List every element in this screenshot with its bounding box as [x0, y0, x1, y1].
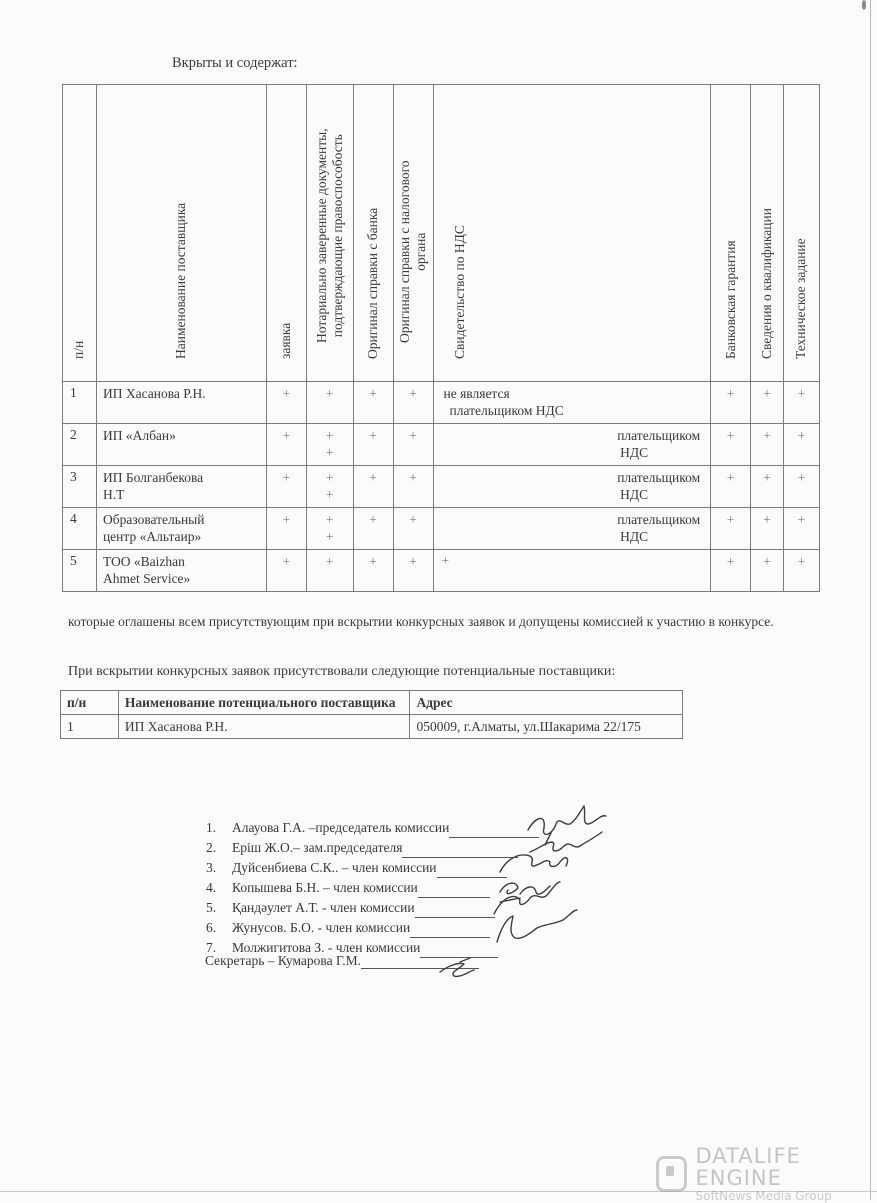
list-item: 2. Ерiш Ж.О.– зам.председателя [206, 838, 539, 858]
commission-list [206, 818, 539, 958]
table-row: 1 ИП Хасанова Р.Н. + + + + не является плательщиком НДС + + + [63, 382, 820, 424]
col-bank-cert-header: Оригинал справки с банка [353, 85, 393, 382]
col-num-header: п/н [63, 85, 97, 382]
admission-paragraph: которые оглашены всем присутствующим при вскрытии конкурсных заявок и допущены комиссией к участию в конкурсе. [68, 614, 774, 629]
bids-table [62, 84, 820, 592]
list-item: 7. Молжигитова З. - член комиссии [206, 938, 539, 958]
scan-edge [870, 0, 871, 1200]
col-notarial-header: Нотариально заверенные документы, подтверждающие правоспособость [306, 85, 353, 382]
col-tax-cert-header: Оригинал справки с налогового органа [393, 85, 433, 382]
table-row: 4 Образовательный центр «Альтаир» + + + + + плательщиком НДС + + + [63, 508, 820, 550]
intro-text: Вкрыты и содержат: [172, 55, 298, 71]
col-qualification-header: Сведения о квалификации [751, 85, 784, 382]
table-row: 5 ТОО «Baizhan Ahmet Service» + + + + + + + + [63, 550, 820, 592]
attendees-header-row: п/н Наименование потенциального поставщика Адрес [61, 691, 683, 715]
col-application-header: заявка [266, 85, 306, 382]
datalife-logo-icon [656, 1156, 687, 1192]
table-row: 1 ИП Хасанова Р.Н. 050009, г.Алматы, ул.Шакарима 22/175 [61, 715, 683, 739]
col-techspec-header: Техническое задание [783, 85, 819, 382]
signature-2 [530, 832, 602, 852]
list-item: 1. Алауова Г.А. –председатель комиссии [206, 818, 539, 838]
attendees-table [60, 690, 683, 739]
col-vat-header: Свидетельство по НДС [433, 85, 711, 382]
secretary-line: Секретарь – Кумарова Г.М. [205, 953, 479, 969]
watermark-logo: DATALIFE ENGINE SoftNews Media Group [656, 1145, 877, 1203]
signature-1 [528, 806, 606, 834]
scan-speck [862, 0, 866, 10]
col-guarantee-header: Банковская гарантия [711, 85, 751, 382]
col-name-header: Наименование поставщика [96, 85, 266, 382]
list-item: 6. Жунусов. Б.О. - член комиссии [206, 918, 539, 938]
table-header-row [63, 85, 820, 382]
table-row: 2 ИП «Албан» + + + + + плательщиком НДС + + + [63, 424, 820, 466]
list-item: 5. Қандәулет А.Т. - член комиссии [206, 898, 539, 918]
list-item: 3. Дуйсенбиева С.К.. – член комиссии [206, 858, 539, 878]
attendees-paragraph: При вскрытии конкурсных заявок присутствовали следующие потенциальные поставщики: [68, 664, 616, 679]
table-row: 3 ИП Болганбекова Н.Т + + + + + плательщиком НДС + + + [63, 466, 820, 508]
list-item: 4. Копышева Б.Н. – член комиссии [206, 878, 539, 898]
